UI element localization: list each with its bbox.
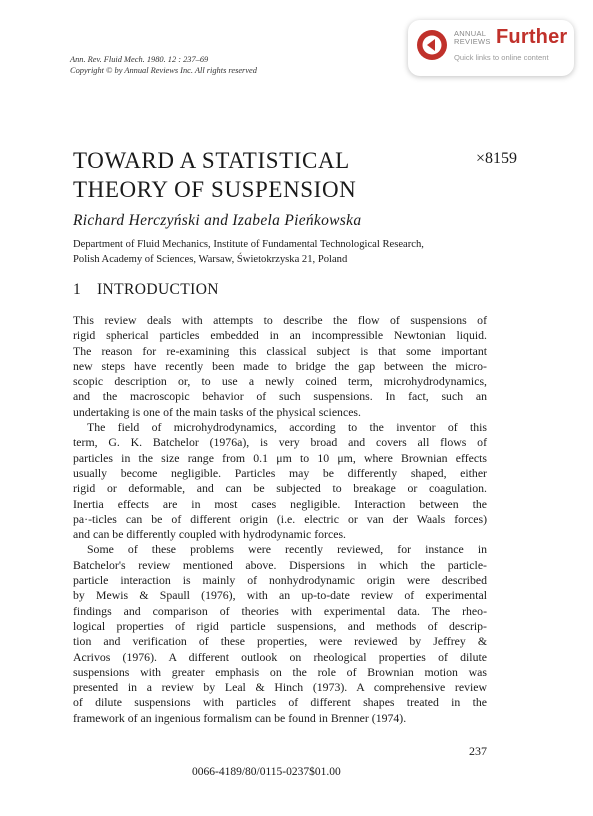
body-line: logical properties of rigid particle suspensions, and methods of descrip- (73, 618, 487, 633)
body-line: particle interaction is mainly of nonhydrodynamic origin were described (73, 573, 487, 588)
badge-tagline: Quick links to online content (454, 53, 549, 62)
body-line: suspensions with greater emphasis on the role of Brownian motion was (73, 664, 487, 679)
authors: Richard Herczyński and Izabela Pieńkowska (73, 212, 362, 229)
body-line: tion and verification of these properties, were reviewed by Jeffrey & (73, 634, 487, 649)
footer-code: 0066-4189/80/0115-0237$01.00 (192, 766, 341, 778)
affiliation-line-1: Department of Fluid Mechanics, Institute of Fundamental Technological Research, (73, 239, 424, 250)
body-line: This review deals with attempts to describe the flow of suspensions of (73, 313, 487, 327)
body-line: and the macroscopic behavior of such suspensions. In fact, such an (73, 389, 487, 404)
body-line: The field of microhydrodynamics, according to the inventor of this (87, 420, 487, 435)
badge-annual-label: ANNUAL (454, 29, 487, 38)
body-line: scopic description or, to use a newly coined term, microhydrodynamics, (73, 374, 487, 389)
body-line: by Mewis & Spaull (1976), with an up-to-date review of experimental (73, 588, 487, 603)
body-line: term, G. K. Batchelor (1976a), is very broad and covers all flows of (73, 435, 487, 450)
body-line: undertaking is one of the main tasks of the physical sciences. (73, 404, 361, 419)
body-line: Batchelor's review mentioned above. Dispersions in which the particle- (73, 557, 487, 572)
body-line: of dilute suspensions with particles of different shapes treated in the (73, 695, 487, 710)
body-line: The reason for re-examining this classical subject is that some important (73, 343, 487, 358)
body-line: Inertia effects are in most cases negligible. Interaction between the (73, 496, 487, 511)
article-code: ×8159 (476, 150, 518, 167)
body-line: Acrivos (1976). A different outlook on rheological properties of dilute (73, 649, 487, 664)
further-badge[interactable] (408, 20, 574, 76)
badge-further-label: Further (496, 26, 568, 48)
body-line: and can be differently coupled with hydrodynamic forces. (73, 527, 346, 542)
affiliation (73, 237, 424, 267)
body-line: rigid spherical particles embedded in an incompressible Newtonian liquid. (73, 328, 487, 343)
badge-reviews-label: REVIEWS (454, 37, 491, 46)
body-line: presented in a review by Leal & Hinch (1973). A comprehensive review (73, 680, 487, 695)
body-line: pa·-ticles can be of different origin (i.e. electric or van der Waals forces) (73, 511, 487, 526)
body-line: usually become negligible. Particles may be differently shaped, either (73, 465, 487, 480)
body-line: findings and comparison of theories with experimental data. The rheo- (73, 603, 487, 618)
copyright-notice: Copyright © by Annual Reviews Inc. All rights reserved (70, 66, 257, 75)
section-heading (73, 281, 219, 299)
section-number: 1 (73, 281, 82, 298)
arrow-left-icon (416, 29, 448, 61)
affiliation-line-2: Polish Academy of Sciences, Warsaw, Świetokrzyska 21, Poland (73, 254, 348, 265)
body-line: Some of these problems were recently reviewed, for instance in (87, 542, 487, 557)
body-line: framework of an ingenious formalism can be found in Brenner (1974). (73, 710, 407, 725)
journal-citation: Ann. Rev. Fluid Mech. 1980. 12 : 237–69 (70, 55, 209, 64)
body-line: new steps have recently been made to bridge the gap between the micro- (73, 358, 487, 373)
article-title (73, 146, 356, 204)
body-line: particles in the size range from 0.1 μm to 10 μm, where Brownian effects (73, 450, 487, 465)
title-line-2: THEORY OF SUSPENSION (73, 177, 357, 202)
body-line: rigid or deformable, and can be subjected to breakage or coagulation. (73, 481, 487, 496)
journal-citation-block (70, 54, 257, 76)
page-number: 237 (469, 744, 487, 758)
body-text (73, 313, 487, 726)
section-title: INTRODUCTION (97, 281, 219, 298)
title-line-1: TOWARD A STATISTICAL (73, 148, 350, 173)
